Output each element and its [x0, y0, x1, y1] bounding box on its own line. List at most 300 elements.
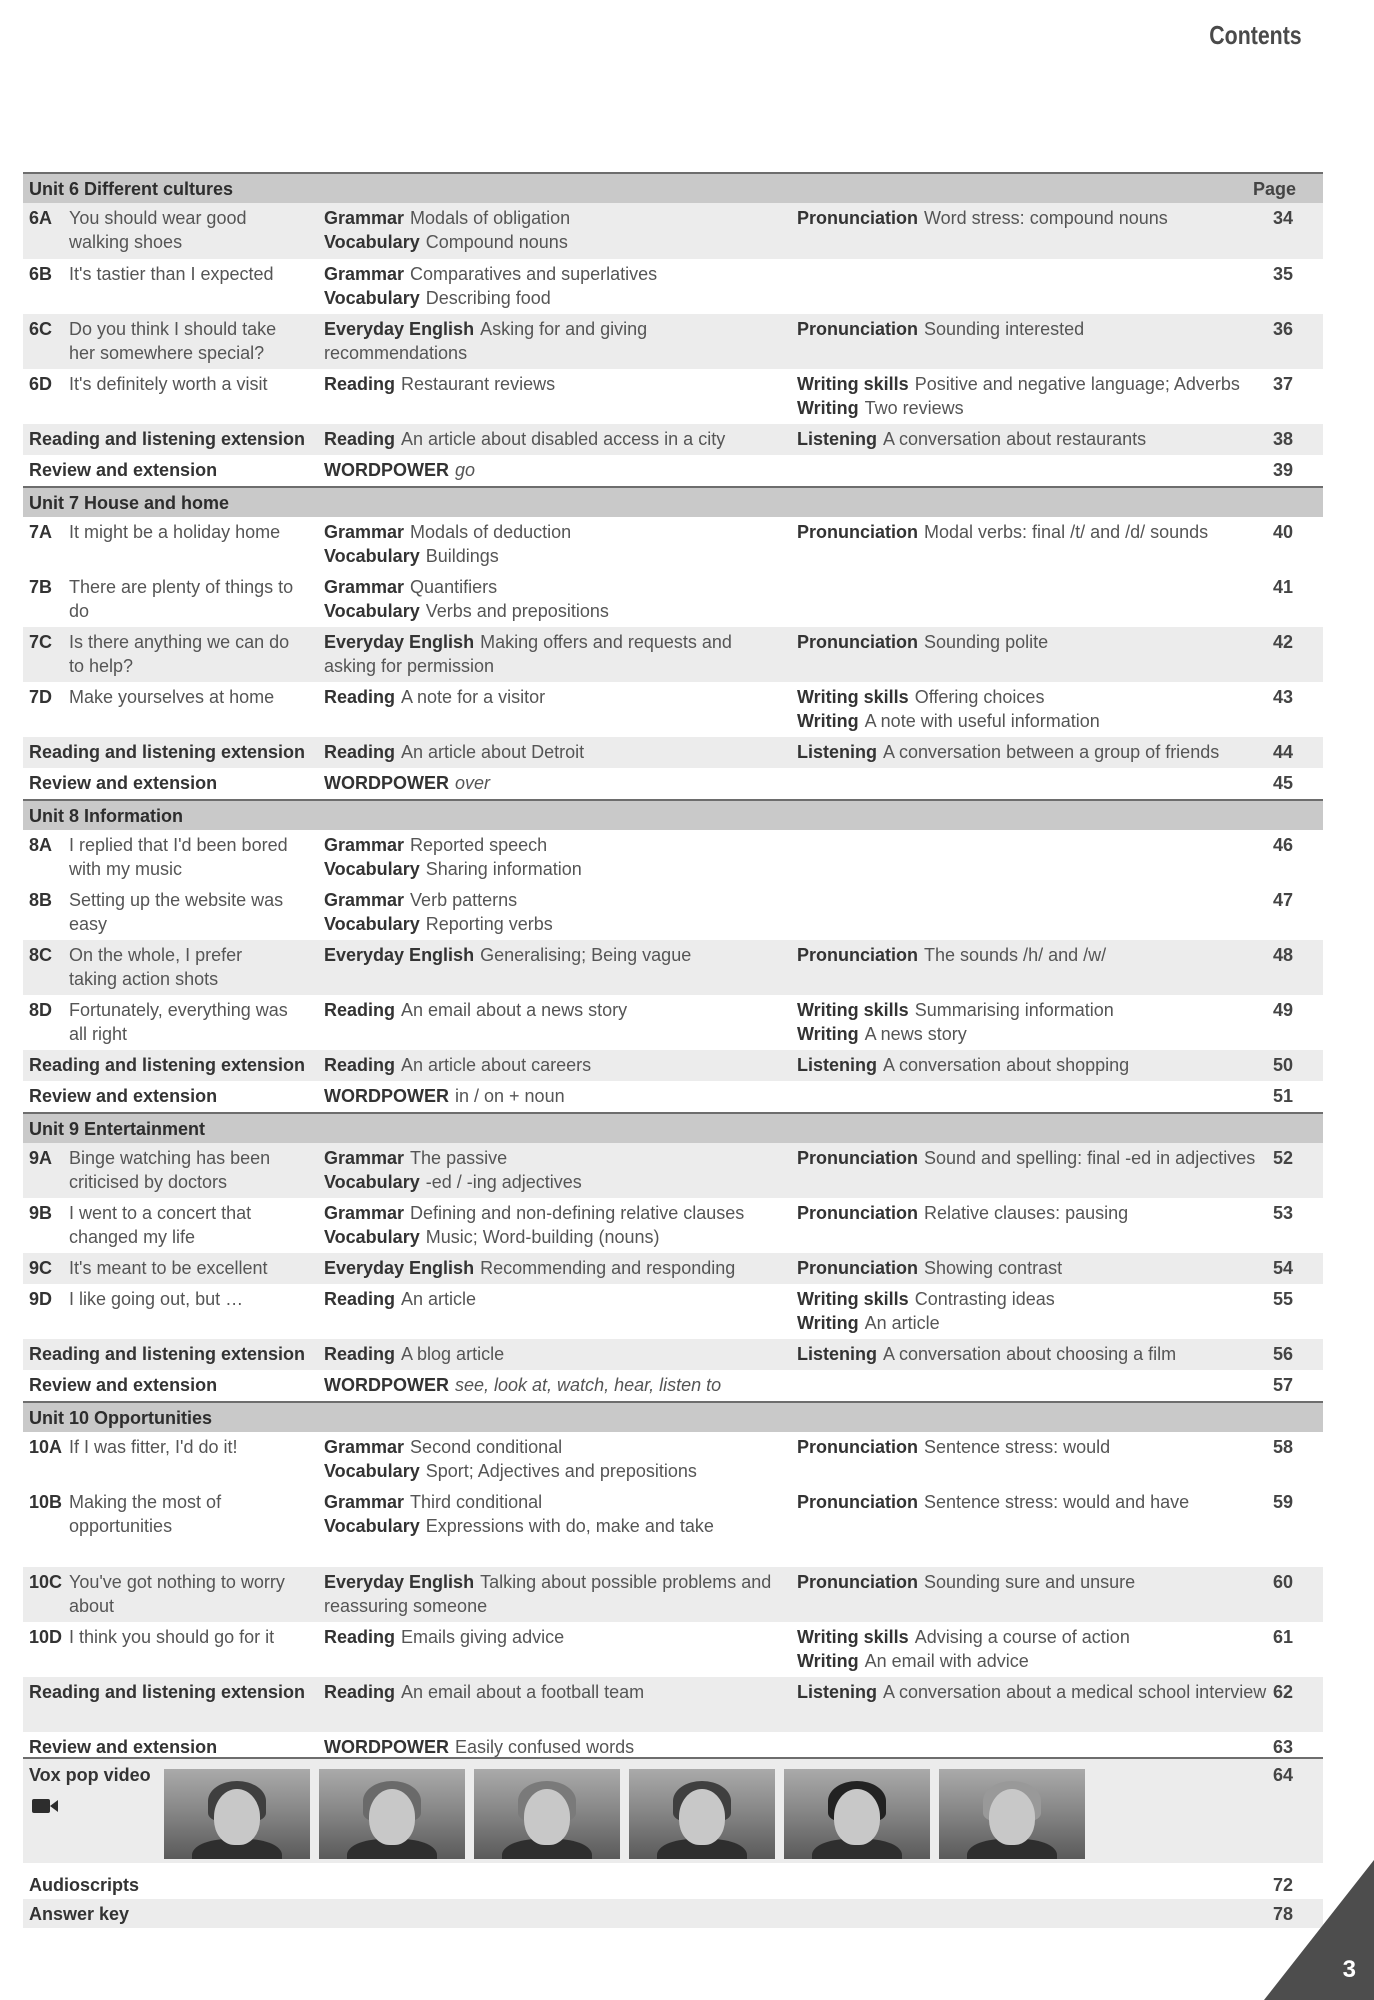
- skills-column: [324, 1570, 784, 1618]
- page-number: 40: [1272, 522, 1293, 542]
- skill-label: Grammar: [324, 1492, 405, 1512]
- skill-text: A conversation about a medical school interview: [883, 1682, 1267, 1702]
- skill-entry: [324, 230, 784, 254]
- lesson-row[interactable]: [23, 627, 1323, 682]
- skill-text: Sound and spelling: final -ed in adjectives: [924, 1148, 1256, 1168]
- skill-text: An email with advice: [864, 1651, 1029, 1671]
- page-number: 53: [1272, 1203, 1293, 1223]
- skills-column-right: [797, 1256, 1285, 1280]
- answer-key-row[interactable]: [23, 1899, 1323, 1928]
- skill-entry: [797, 1022, 1285, 1046]
- skill-entry: [324, 1287, 784, 1311]
- vox-pop-thumbnail[interactable]: [474, 1769, 620, 1859]
- skill-entry: [797, 1625, 1285, 1649]
- skill-label: Writing: [797, 711, 859, 731]
- section-title: Reading and listening extension: [29, 1682, 306, 1702]
- lesson-code: 10A: [29, 1437, 63, 1457]
- lesson-code: 9B: [29, 1203, 53, 1223]
- page-number: 63: [1272, 1737, 1293, 1757]
- skill-entry: [324, 1680, 784, 1704]
- skills-column: [324, 888, 784, 936]
- skill-entry: [797, 372, 1285, 396]
- section-title: Reading and listening extension: [29, 429, 306, 449]
- skill-text: An article: [864, 1313, 940, 1333]
- skill-label: Pronunciation: [797, 1572, 918, 1592]
- lesson-code: 7C: [29, 632, 53, 652]
- skill-entry: [324, 1146, 784, 1170]
- skills-column-right: [797, 317, 1285, 341]
- skill-label: Reading: [324, 1000, 396, 1020]
- lesson-code: 10C: [29, 1572, 63, 1592]
- lesson-row[interactable]: [23, 369, 1323, 424]
- skill-label: Everyday English: [324, 1258, 475, 1278]
- page-number: 38: [1272, 429, 1293, 449]
- skill-entry: [324, 857, 784, 881]
- skills-column: [324, 427, 784, 451]
- extension-row[interactable]: [23, 1339, 1323, 1370]
- unit-header-row: [23, 172, 1323, 203]
- extension-row[interactable]: [23, 1370, 1323, 1401]
- skill-entry: [797, 1435, 1285, 1459]
- lesson-code: 6B: [29, 264, 53, 284]
- skill-text: A conversation about choosing a film: [883, 1344, 1177, 1364]
- page-number: 61: [1272, 1627, 1293, 1647]
- skill-label: Reading: [324, 1289, 396, 1309]
- skill-entry: [324, 427, 784, 451]
- unit-title: Unit 8 Information: [29, 806, 183, 826]
- lesson-row[interactable]: [23, 682, 1323, 737]
- skill-entry: [324, 317, 784, 365]
- lesson-row[interactable]: [23, 1284, 1323, 1339]
- skill-entry: [797, 1490, 1285, 1514]
- skill-entry: [324, 998, 784, 1022]
- page-number: 62: [1272, 1682, 1293, 1702]
- lesson-row[interactable]: [23, 259, 1323, 314]
- skills-column: [324, 262, 784, 310]
- skill-entry: [324, 575, 784, 599]
- page-number: 37: [1272, 374, 1293, 394]
- skill-label: Grammar: [324, 522, 405, 542]
- skill-text: Talking about possible problems and reassuring someone: [324, 1572, 772, 1616]
- skill-label: Vocabulary: [324, 288, 420, 308]
- lesson-row[interactable]: [23, 1567, 1323, 1622]
- unit-header-row: [23, 486, 1323, 517]
- skill-entry: [797, 998, 1285, 1022]
- page-number: 60: [1272, 1572, 1293, 1592]
- skill-text: Sentence stress: would and have: [924, 1492, 1190, 1512]
- page-number: 39: [1272, 460, 1293, 480]
- skill-label: Reading: [324, 429, 396, 449]
- skill-text: Second conditional: [410, 1437, 563, 1457]
- skills-column: [324, 1435, 784, 1483]
- skill-label: Grammar: [324, 208, 405, 228]
- page-number: 56: [1272, 1344, 1293, 1364]
- skill-text: -ed / -ing adjectives: [425, 1172, 582, 1192]
- skill-entry: [324, 599, 784, 623]
- skill-label: Pronunciation: [797, 632, 918, 652]
- skills-column: [324, 685, 784, 709]
- skill-label: Reading: [324, 742, 396, 762]
- lesson-title: It's tastier than I expected: [69, 264, 274, 284]
- section-title: Reading and listening extension: [29, 742, 306, 762]
- unit-header-row: [23, 1401, 1323, 1432]
- lesson-title: I replied that I'd been bored with my music: [69, 835, 288, 879]
- skill-text: Sounding sure and unsure: [924, 1572, 1136, 1592]
- skill-text: Third conditional: [410, 1492, 543, 1512]
- skill-text: Making offers and requests and asking for permission: [324, 632, 732, 676]
- skill-label: Everyday English: [324, 632, 475, 652]
- skill-entry: [797, 740, 1285, 764]
- skills-column: [324, 1373, 784, 1397]
- extension-row[interactable]: [23, 737, 1323, 768]
- skill-label: Listening: [797, 742, 877, 762]
- skills-column: [324, 1625, 784, 1649]
- lesson-title: I like going out, but …: [69, 1289, 244, 1309]
- extension-row[interactable]: [23, 768, 1323, 799]
- skill-text: Easily confused words: [455, 1737, 635, 1757]
- skill-entry: [797, 685, 1285, 709]
- skill-text: Recommending and responding: [480, 1258, 736, 1278]
- lesson-row[interactable]: [23, 314, 1323, 369]
- skill-label: Grammar: [324, 890, 405, 910]
- lesson-title: Fortunately, everything was all right: [69, 1000, 288, 1044]
- skills-column-right: [797, 1680, 1285, 1704]
- skill-label: Vocabulary: [324, 1172, 420, 1192]
- lesson-row[interactable]: [23, 885, 1323, 940]
- lesson-code: 6C: [29, 319, 53, 339]
- skills-column: [324, 998, 784, 1022]
- skill-label: Writing skills: [797, 374, 909, 394]
- skills-column-right: [797, 1201, 1285, 1225]
- skill-label: Vocabulary: [324, 232, 420, 252]
- lesson-row[interactable]: [23, 940, 1323, 995]
- skill-text: A blog article: [401, 1344, 505, 1364]
- lesson-title: I went to a concert that changed my life: [69, 1203, 252, 1247]
- skill-label: Pronunciation: [797, 1258, 918, 1278]
- skills-column-right: [797, 427, 1285, 451]
- skill-label: Grammar: [324, 1148, 405, 1168]
- skill-entry: [797, 520, 1285, 544]
- skill-entry: [324, 1514, 784, 1538]
- skill-text: Modal verbs: final /t/ and /d/ sounds: [924, 522, 1209, 542]
- lesson-title: If I was fitter, I'd do it!: [69, 1437, 238, 1457]
- skill-text: in / on + noun: [455, 1086, 565, 1106]
- page-number: 55: [1272, 1289, 1293, 1309]
- unit-title: Unit 9 Entertainment: [29, 1119, 206, 1139]
- lesson-title: Make yourselves at home: [69, 687, 275, 707]
- skill-label: Pronunciation: [797, 1492, 918, 1512]
- skill-text: Sounding polite: [924, 632, 1049, 652]
- skills-column: [324, 630, 784, 678]
- skill-text: see, look at, watch, hear, listen to: [455, 1375, 722, 1395]
- unit-title: Unit 7 House and home: [29, 493, 230, 513]
- skill-entry: [797, 1570, 1285, 1594]
- page-number: 52: [1272, 1148, 1293, 1168]
- skills-column: [324, 520, 784, 568]
- lesson-row[interactable]: [23, 517, 1323, 572]
- skill-label: Pronunciation: [797, 1203, 918, 1223]
- skill-text: Sentence stress: would: [924, 1437, 1111, 1457]
- skill-label: Writing: [797, 1651, 859, 1671]
- section-title: Reading and listening extension: [29, 1055, 306, 1075]
- skill-entry: [797, 1311, 1285, 1335]
- skill-text: Comparatives and superlatives: [410, 264, 658, 284]
- extension-row[interactable]: [23, 1677, 1323, 1732]
- lesson-row[interactable]: [23, 203, 1323, 259]
- vox-pop-row: [23, 1757, 1323, 1863]
- skill-label: Writing skills: [797, 687, 909, 707]
- audioscripts-row[interactable]: [23, 1870, 1323, 1899]
- lesson-title: Binge watching has been criticised by doctors: [69, 1148, 271, 1192]
- skill-entry: [797, 709, 1285, 733]
- skill-entry: [324, 1373, 784, 1397]
- skill-label: WORDPOWER: [324, 1737, 449, 1757]
- skill-label: Listening: [797, 1682, 877, 1702]
- skill-entry: [797, 1201, 1285, 1225]
- skills-column: [324, 1680, 784, 1704]
- vox-pop-thumbnail[interactable]: [319, 1769, 465, 1859]
- skill-entry: [797, 630, 1285, 654]
- skills-column-right: [797, 372, 1285, 420]
- page-number: 44: [1272, 742, 1293, 762]
- skill-entry: [324, 630, 784, 678]
- skills-column-right: [797, 1435, 1285, 1459]
- skill-text: A conversation about shopping: [883, 1055, 1130, 1075]
- skill-entry: [324, 1225, 784, 1249]
- page-number: 64: [1272, 1765, 1293, 1785]
- unit-header-row: [23, 799, 1323, 830]
- lesson-code: 8D: [29, 1000, 53, 1020]
- section-title: Reading and listening extension: [29, 1344, 306, 1364]
- skill-label: Listening: [797, 1344, 877, 1364]
- skill-text: Defining and non-defining relative clauses: [410, 1203, 745, 1223]
- skills-column-right: [797, 685, 1285, 733]
- skill-entry: [324, 1735, 784, 1759]
- skill-label: WORDPOWER: [324, 460, 449, 480]
- lesson-title: It's definitely worth a visit: [69, 374, 268, 394]
- lesson-row[interactable]: [23, 572, 1323, 627]
- skills-column-right: [797, 206, 1285, 230]
- lesson-code: 9A: [29, 1148, 53, 1168]
- skills-column: [324, 1256, 784, 1280]
- skill-text: A note for a visitor: [401, 687, 546, 707]
- skill-text: Word stress: compound nouns: [924, 208, 1168, 228]
- section-title: Review and extension: [29, 1737, 218, 1757]
- lesson-code: 7A: [29, 522, 53, 542]
- skill-text: Buildings: [425, 546, 499, 566]
- skills-column: [324, 1287, 784, 1311]
- page-number: 78: [1272, 1904, 1293, 1924]
- extension-row[interactable]: [23, 424, 1323, 455]
- skill-entry: [324, 1625, 784, 1649]
- skill-text: An article about Detroit: [401, 742, 585, 762]
- lesson-title: You've got nothing to worry about: [69, 1572, 285, 1616]
- lesson-code: 8B: [29, 890, 53, 910]
- section-title: Review and extension: [29, 460, 218, 480]
- page-number: 50: [1272, 1055, 1293, 1075]
- skill-label: Vocabulary: [324, 859, 420, 879]
- extension-row[interactable]: [23, 1081, 1323, 1112]
- lesson-title: Making the most of opportunities: [69, 1492, 222, 1536]
- page-number: 59: [1272, 1492, 1293, 1512]
- skill-text: An article: [401, 1289, 477, 1309]
- skill-label: Vocabulary: [324, 914, 420, 934]
- skill-text: Advising a course of action: [914, 1627, 1130, 1647]
- page-number: 45: [1272, 773, 1293, 793]
- skills-column: [324, 206, 784, 254]
- skill-text: Restaurant reviews: [401, 374, 556, 394]
- skills-column: [324, 1084, 784, 1108]
- skill-text: An email about a football team: [401, 1682, 645, 1702]
- skill-text: Modals of obligation: [410, 208, 571, 228]
- skill-entry: [797, 317, 1285, 341]
- lesson-row[interactable]: [23, 1487, 1323, 1567]
- skill-label: Writing: [797, 398, 859, 418]
- lesson-code: 9D: [29, 1289, 53, 1309]
- section-title: Review and extension: [29, 1375, 218, 1395]
- skill-label: Writing skills: [797, 1627, 909, 1647]
- lesson-row[interactable]: [23, 1253, 1323, 1284]
- skills-column: [324, 1146, 784, 1194]
- page-number: 57: [1272, 1375, 1293, 1395]
- skill-label: Pronunciation: [797, 1437, 918, 1457]
- lesson-title: I think you should go for it: [69, 1627, 275, 1647]
- skills-column: [324, 771, 784, 795]
- skill-text: Verbs and prepositions: [425, 601, 609, 621]
- unit-header-row: [23, 1112, 1323, 1143]
- skill-label: Writing skills: [797, 1000, 909, 1020]
- skills-column: [324, 943, 784, 967]
- lesson-title: It might be a holiday home: [69, 522, 281, 542]
- skill-label: Grammar: [324, 835, 405, 855]
- skill-label: Reading: [324, 374, 396, 394]
- lesson-code: 9C: [29, 1258, 53, 1278]
- skills-column-right: [797, 740, 1285, 764]
- skill-label: WORDPOWER: [324, 1375, 449, 1395]
- skill-entry: [324, 1201, 784, 1225]
- row-title: Audioscripts: [29, 1875, 140, 1895]
- skill-text: Compound nouns: [425, 232, 568, 252]
- skill-label: Writing skills: [797, 1289, 909, 1309]
- skills-column: [324, 458, 784, 482]
- skills-column: [324, 575, 784, 623]
- lesson-row[interactable]: [23, 1432, 1323, 1487]
- lesson-row[interactable]: [23, 830, 1323, 885]
- page-number: 35: [1272, 264, 1293, 284]
- skill-label: Reading: [324, 1344, 396, 1364]
- extension-row[interactable]: [23, 455, 1323, 486]
- skills-column-right: [797, 998, 1285, 1046]
- skill-entry: [797, 206, 1285, 230]
- lesson-title: You should wear good walking shoes: [69, 208, 247, 252]
- skills-column-right: [797, 1287, 1285, 1335]
- section-title: Review and extension: [29, 1086, 218, 1106]
- lesson-title: Do you think I should take her somewhere special?: [69, 319, 277, 363]
- skill-text: A note with useful information: [864, 711, 1100, 731]
- skill-entry: [797, 1053, 1285, 1077]
- skill-entry: [797, 1287, 1285, 1311]
- skill-text: Quantifiers: [410, 577, 498, 597]
- skill-entry: [324, 1256, 784, 1280]
- video-camera-icon[interactable]: [31, 1795, 59, 1817]
- skill-text: go: [455, 460, 476, 480]
- skill-entry: [324, 685, 784, 709]
- page-number: 51: [1272, 1086, 1293, 1106]
- lesson-code: 10B: [29, 1492, 63, 1512]
- skill-text: Sport; Adjectives and prepositions: [425, 1461, 697, 1481]
- skill-label: Everyday English: [324, 945, 475, 965]
- page-number: 54: [1272, 1258, 1293, 1278]
- skill-entry: [324, 771, 784, 795]
- skills-column-right: [797, 1053, 1285, 1077]
- page-number: 72: [1272, 1875, 1293, 1895]
- extension-row[interactable]: [23, 1050, 1323, 1081]
- skill-label: WORDPOWER: [324, 773, 449, 793]
- skill-label: Pronunciation: [797, 1148, 918, 1168]
- lesson-title: Setting up the website was easy: [69, 890, 284, 934]
- vox-pop-thumbnail[interactable]: [939, 1769, 1085, 1859]
- skill-label: Grammar: [324, 264, 405, 284]
- page-heading: Contents: [1209, 20, 1302, 50]
- skill-text: A conversation about restaurants: [883, 429, 1147, 449]
- skill-text: Asking for and giving recommendations: [324, 319, 648, 363]
- lesson-row[interactable]: [23, 995, 1323, 1050]
- skill-entry: [324, 833, 784, 857]
- skill-entry: [324, 262, 784, 286]
- skill-entry: [324, 740, 784, 764]
- skill-label: Vocabulary: [324, 1461, 420, 1481]
- skill-text: Reporting verbs: [425, 914, 553, 934]
- vox-pop-thumbnail[interactable]: [164, 1769, 310, 1859]
- lesson-row[interactable]: [23, 1198, 1323, 1253]
- skill-text: A conversation between a group of friends: [883, 742, 1220, 762]
- skill-entry: [797, 1649, 1285, 1673]
- skill-label: Listening: [797, 429, 877, 449]
- vox-pop-thumbnail[interactable]: [629, 1769, 775, 1859]
- skill-text: Generalising; Being vague: [480, 945, 692, 965]
- skill-label: Grammar: [324, 1437, 405, 1457]
- skill-text: Sharing information: [425, 859, 582, 879]
- skills-column-right: [797, 1570, 1285, 1594]
- section-title: Review and extension: [29, 773, 218, 793]
- skill-entry: [797, 943, 1285, 967]
- skill-label: Pronunciation: [797, 522, 918, 542]
- page-number: 49: [1272, 1000, 1293, 1020]
- lesson-row[interactable]: [23, 1622, 1323, 1677]
- row-title: Answer key: [29, 1904, 130, 1924]
- lesson-row[interactable]: [23, 1143, 1323, 1198]
- unit-title: Unit 10 Opportunities: [29, 1408, 213, 1428]
- skill-text: An article about disabled access in a city: [401, 429, 726, 449]
- skill-text: Music; Word-building (nouns): [425, 1227, 660, 1247]
- lesson-title: On the whole, I prefer taking action shots: [69, 945, 243, 989]
- skill-label: WORDPOWER: [324, 1086, 449, 1106]
- skill-entry: [324, 544, 784, 568]
- skill-entry: [324, 1490, 784, 1514]
- vox-pop-thumbnail[interactable]: [784, 1769, 930, 1859]
- skill-entry: [324, 206, 784, 230]
- skill-text: An email about a news story: [401, 1000, 628, 1020]
- skill-entry: [324, 286, 784, 310]
- skill-label: Grammar: [324, 577, 405, 597]
- skill-label: Vocabulary: [324, 1516, 420, 1536]
- skill-label: Reading: [324, 1682, 396, 1702]
- skill-label: Writing: [797, 1024, 859, 1044]
- lesson-code: 7B: [29, 577, 53, 597]
- skill-label: Reading: [324, 1627, 396, 1647]
- skill-label: Vocabulary: [324, 601, 420, 621]
- vox-pop-label: Vox pop video: [29, 1765, 151, 1785]
